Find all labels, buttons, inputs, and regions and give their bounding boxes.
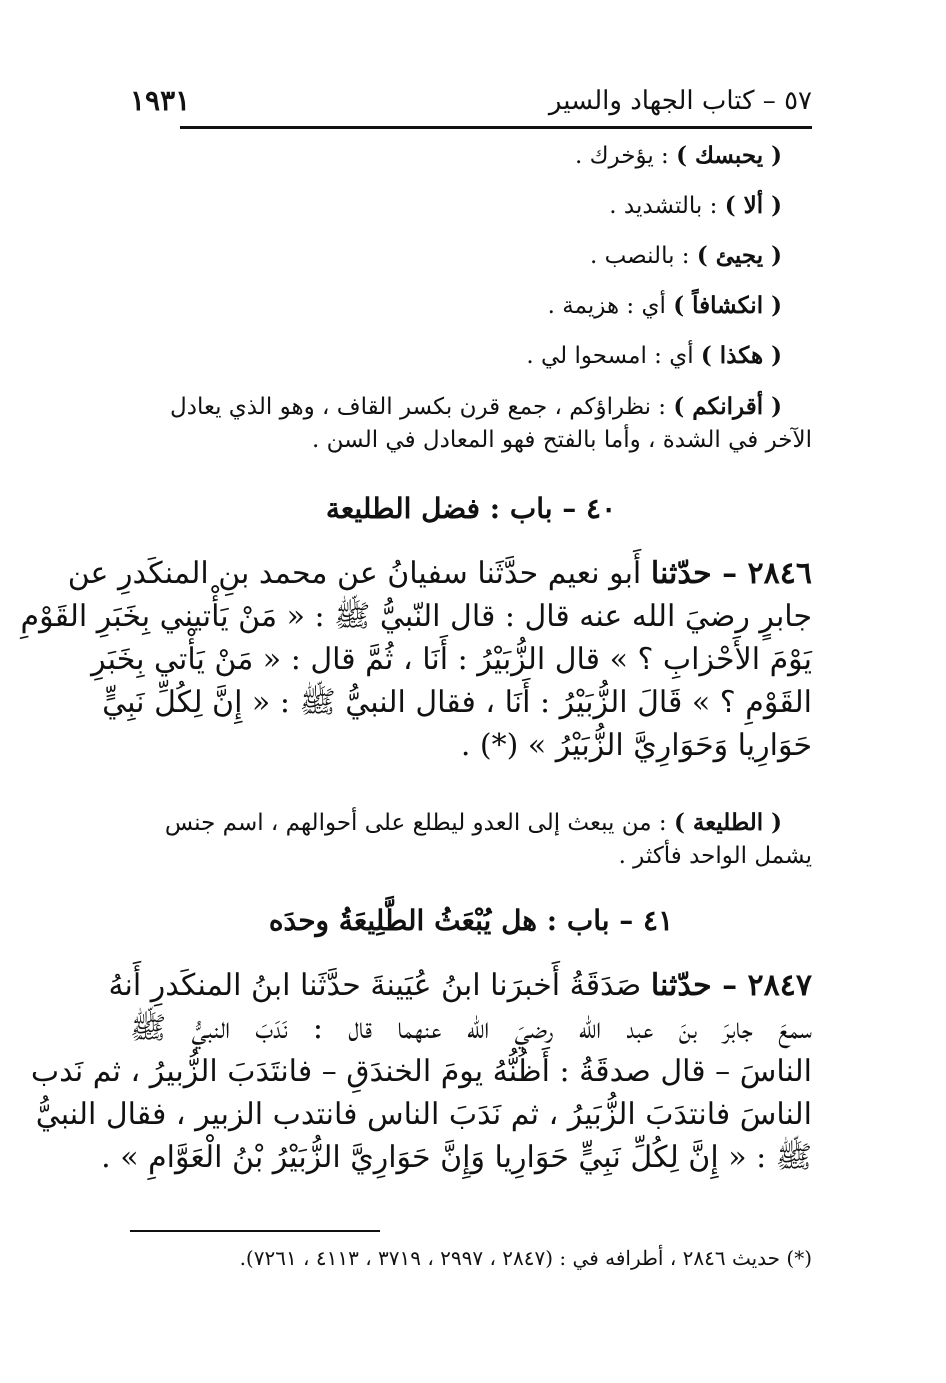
gloss-text: أي : امسحوا لي . [526,343,701,369]
gloss-entry [548,292,782,319]
gloss-text: : نظراؤكم ، جمع قرن بكسر القاف ، وهو الذي يعادل [170,394,674,420]
hadith-text: صَدَقَةُ أَخبرَنا ابنُ عُيَينةَ حدَّثَنا ابنُ المنكَدرِ أَنهُ [108,968,651,1003]
gloss-entry [590,242,782,269]
gloss-term: ( أقرانكم ) [673,393,782,420]
gloss-term: ( يحبسك ) [676,142,782,169]
gloss-taliah [130,806,812,873]
gloss-entry [575,142,782,169]
page-number: ١٩٣١ [130,84,191,117]
chapter-heading: ٤١ – باب : هل يُبْعَثُ الطَّلِيعَةُ وحدَه [268,904,674,937]
header-rule [180,126,812,129]
hadith-line: جابرٍ رضيَ الله عنه قال : قال النّبيُّ ﷺ : « مَنْ يَأْتيني بِخَبَرِ القَوْمِ [20,599,812,634]
gloss-entry [609,192,782,219]
hadith-line: ﷺ : « إِنَّ لِكُلِّ نَبِيٍّ حَوَارِيا وَإِنَّ حَوَارِيَّ الزُّبَيْرُ بْنُ الْعَوَّامِ » . [101,1140,812,1175]
hadith-number: ٢٨٤٦ – حدّثنا [650,556,812,591]
chapter-heading: ٤٠ – باب : فضل الطليعة [325,492,617,525]
gloss-text: : من يبعث إلى العدو ليطلع على أحوالهم ، اسم جنس [164,810,674,836]
hadith-line: حَوَارِيا وَحَوَارِيَّ الزُّبَيْرُ » (*) . [460,728,812,763]
gloss-term: ( هكذا ) [700,342,782,369]
hadith-line: يَوْمَ الأَحْزابِ ؟ » قال الزُّبَيْرُ : أَنَا ، ثُمَّ قال : « مَنْ يَأْتي بِخَبَرِ [91,642,812,677]
gloss-aqranakum [130,390,812,457]
gloss-line: الآخر في الشدة ، وأما بالفتح فهو المعادل في السن . [312,427,812,453]
hadith-2847 [30,964,812,1179]
running-title: ٥٧ – كتاب الجهاد والسير [548,86,812,116]
hadith-line: سمعَ جابرَ بنَ عبد الله رضيَ الله عنهما قال : نَدَبَ النبيُّ ﷺ [130,1011,812,1046]
gloss-line [130,390,812,424]
gloss-line [130,806,812,840]
gloss-line: يشمل الواحد فأكثر . [618,843,812,869]
gloss-text: : بالنصب . [589,243,697,269]
gloss-text: : يؤخرك . [574,143,677,169]
hadith-line: الناسَ فانتدَبَ الزُّبَيرُ ، ثم نَدَبَ الناس فانتدب الزبير ، فقال النبيُّ [35,1097,812,1132]
hadith-line [108,964,812,1007]
gloss-text: أي : هزيمة . [547,293,674,319]
book-page [20,0,812,1383]
footnote: (*) حديث ٢٨٤٦ ، أطرافه في : (٢٨٤٧ ، ٢٩٩٧ ، ٣٧١٩ ، ٤١١٣ ، ٧٢٦١). [239,1246,812,1270]
hadith-2846 [20,552,812,767]
gloss-term: ( ألا ) [724,192,782,219]
footnote-rule [130,1230,380,1232]
gloss-term: ( الطليعة ) [673,809,782,836]
hadith-line: القَوْمِ ؟ » قَالَ الزُّبَيْرُ : أَنَا ، فقال النبيُّ ﷺ : « إِنَّ لِكُلِّ نَبِيٍّ [102,685,812,720]
page-header [130,86,812,124]
gloss-text: : بالتشديد . [609,193,725,219]
gloss-term: ( انكشافاً ) [673,292,782,319]
hadith-line [67,552,812,595]
gloss-entry [526,342,782,369]
hadith-line: الناسَ – قال صدقَةُ : أَظُنُّهُ يومَ الخندَقِ – فانتَدَبَ الزُّبيرُ ، ثم نَدب [30,1054,812,1089]
gloss-term: ( يجيئ ) [696,242,782,269]
hadith-number: ٢٨٤٧ – حدّثنا [650,968,812,1003]
hadith-text: أَبو نعيم حدَّثَنا سفيانُ عن محمد بنِ المنكَدرِ عن [67,556,651,591]
